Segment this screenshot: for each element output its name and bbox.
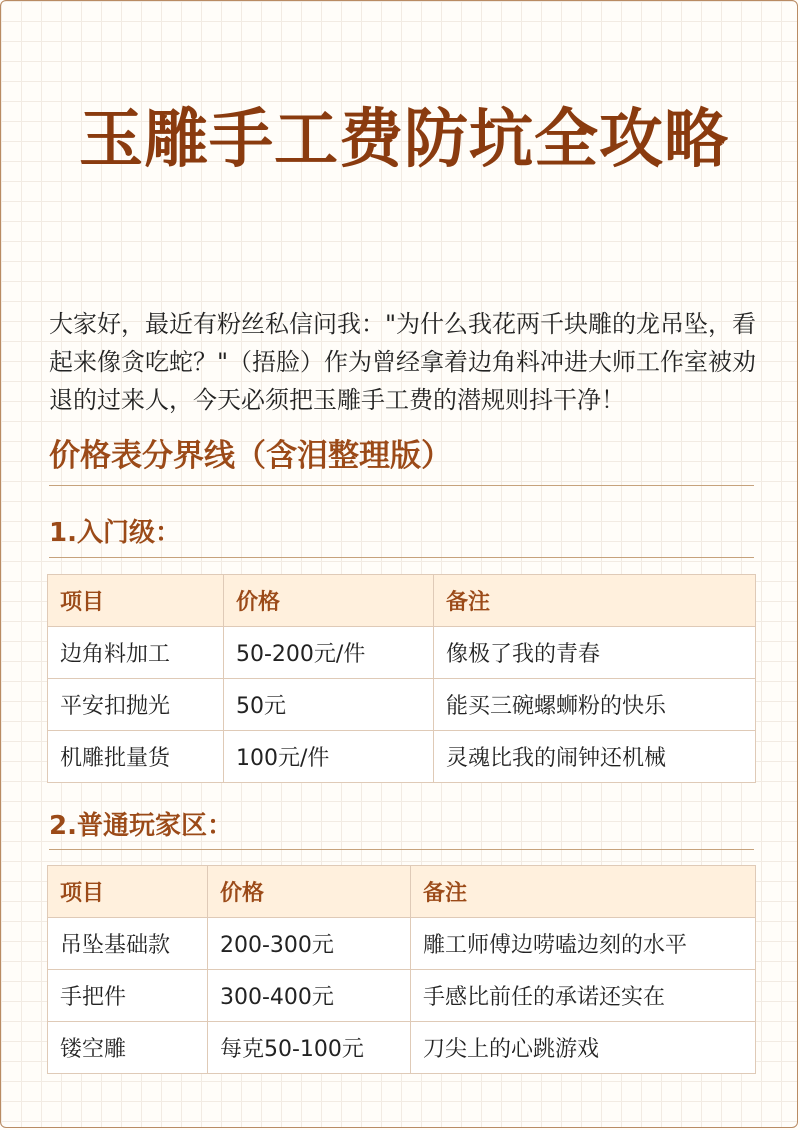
column-header-note: 备注 — [434, 575, 756, 627]
table-cell-note: 手感比前任的承诺还实在 — [411, 970, 756, 1022]
table-header-row — [48, 575, 756, 627]
section-divider — [49, 485, 754, 486]
table-cell-item: 吊坠基础款 — [48, 918, 208, 970]
table-cell-item: 边角料加工 — [48, 627, 224, 679]
table-cell-note: 雕工师傅边唠嗑边刻的水平 — [411, 918, 756, 970]
table-cell-item: 机雕批量货 — [48, 731, 224, 783]
table-row — [48, 679, 756, 731]
table-row — [48, 918, 756, 970]
entry-level-heading: 1.入门级： — [49, 518, 181, 548]
column-header-price: 价格 — [208, 866, 411, 918]
table-row — [48, 627, 756, 679]
page-title: 玉雕手工费防坑全攻略 — [79, 103, 729, 177]
entry-level-divider — [49, 557, 754, 558]
table-cell-price: 每克50-100元 — [208, 1022, 411, 1074]
table-row — [48, 731, 756, 783]
table-cell-price: 200-300元 — [208, 918, 411, 970]
entry-level-price-table — [47, 574, 756, 783]
table-row — [48, 1022, 756, 1074]
column-header-price: 价格 — [224, 575, 434, 627]
column-header-item: 项目 — [48, 866, 208, 918]
column-header-item: 项目 — [48, 575, 224, 627]
price-table-section-title: 价格表分界线（含泪整理版） — [49, 438, 452, 474]
table-cell-price: 300-400元 — [208, 970, 411, 1022]
table-row — [48, 970, 756, 1022]
table-cell-note: 像极了我的青春 — [434, 627, 756, 679]
table-header-row — [48, 866, 756, 918]
table-cell-item: 镂空雕 — [48, 1022, 208, 1074]
table-cell-note: 能买三碗螺蛳粉的快乐 — [434, 679, 756, 731]
column-header-note: 备注 — [411, 866, 756, 918]
intro-paragraph: 大家好，最近有粉丝私信问我："为什么我花两千块雕的龙吊坠，看起来像贪吃蛇？"（捂脸）作为曾经拿着边角料冲进大师工作室被劝退的过来人，今天必须把玉雕手工费的潜规则抖干净！ — [49, 310, 757, 414]
table-cell-item: 平安扣抛光 — [48, 679, 224, 731]
table-cell-note: 刀尖上的心跳游戏 — [411, 1022, 756, 1074]
regular-level-heading: 2.普通玩家区： — [49, 811, 233, 841]
table-cell-note: 灵魂比我的闹钟还机械 — [434, 731, 756, 783]
table-cell-price: 50元 — [224, 679, 434, 731]
regular-level-price-table — [47, 865, 756, 1074]
table-cell-item: 手把件 — [48, 970, 208, 1022]
table-cell-price: 50-200元/件 — [224, 627, 434, 679]
table-cell-price: 100元/件 — [224, 731, 434, 783]
regular-level-divider — [49, 849, 754, 850]
